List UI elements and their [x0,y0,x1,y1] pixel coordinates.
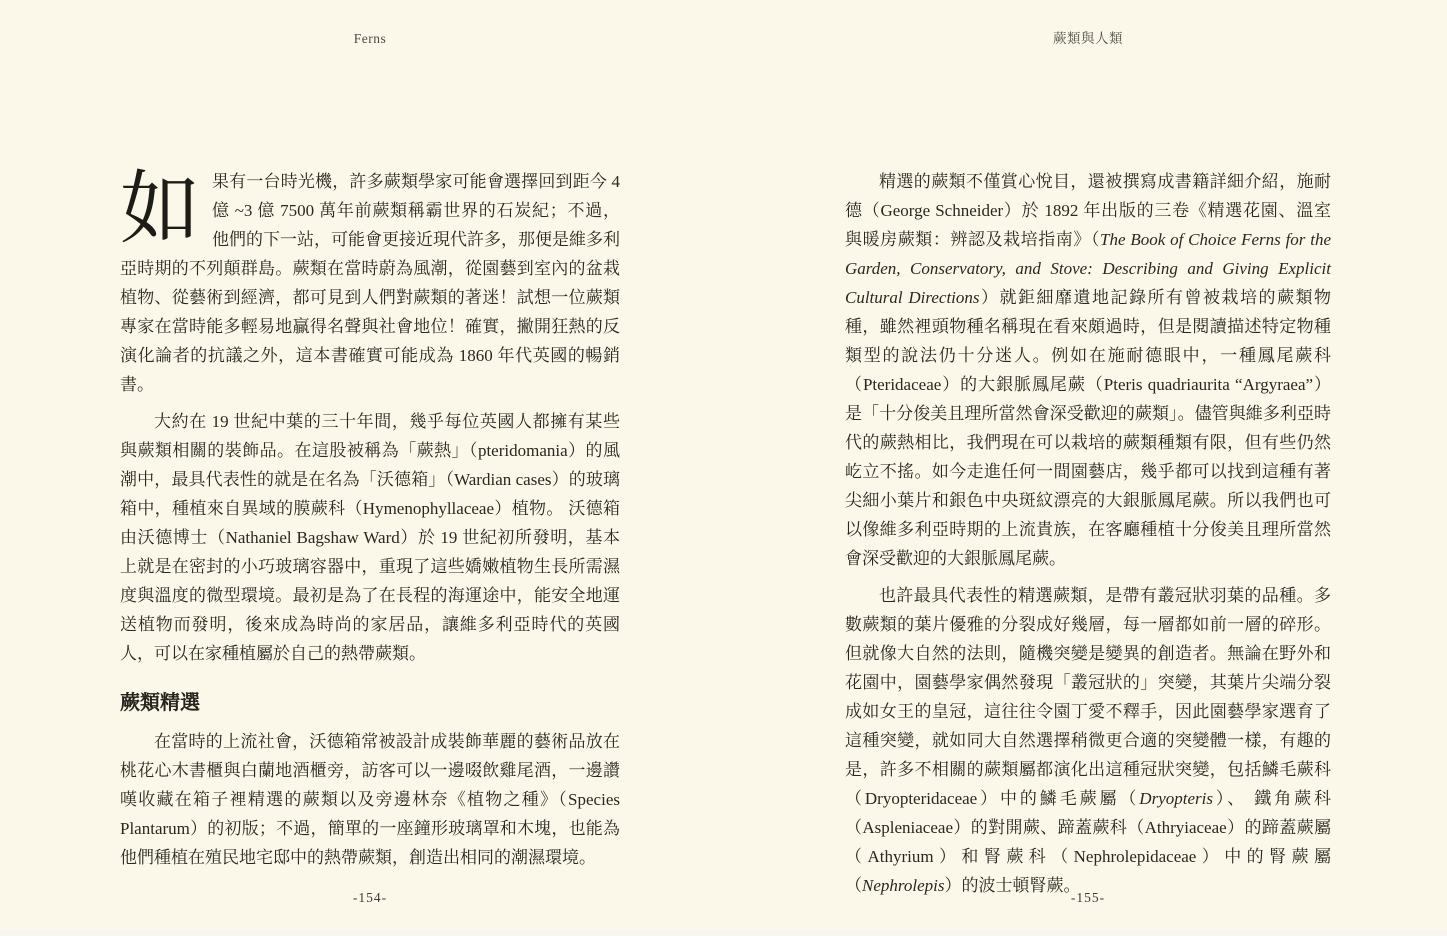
genus-name-dryopteris: Dryopteris [1139,789,1213,808]
section-heading: 蕨類精選 [120,692,200,714]
left-paragraph-1-text: 果有一台時光機，許多蕨類學家可能會選擇回到距今 4 億 ~3 億 7500 萬年前蕨類稱霸世界的石炭紀；不過，他們的下一站，可能會更接近現代許多，那便是維多利亞時期的不列顛群島。蕨類在當時蔚為風潮，從園藝到室內的盆栽植物、從藝術到經濟，都可見到人們對蕨類的著迷！試想一位蕨類專家在當時能多輕易地贏得名聲與社會地位！確實，撇開狂熱的反演化論者的抗議之外，這本書確實可能成為 1860 年代英國的暢銷書。 [120,172,620,394]
left-running-head: Ferns [353,31,387,46]
right-paragraph-2-seg3: ）、 鐵角蕨科（Aspleniaceae）的對開蕨、蹄蓋蕨科（Athryiaceae）的蹄蓋蕨屬（Athyrium）和腎蕨科（Nephrolepidaceae）中的腎蕨屬（ [845,789,1331,895]
right-running-head: 蕨類與人類 [1053,31,1123,46]
right-paragraph-1-seg3: ）就鉅細靡遺地記錄所有曾被栽培的蕨類物種，雖然裡頭物種名稱現在看來頗過時，但是閱讀描述特定物種類型的說法仍十分迷人。例如在施耐德眼中，一種鳳尾蕨科（Pteridaceae）的大銀脈鳳尾蕨（Pteris quadriaurita “Argyraea”） 是「十分俊美且理所當然會深受歡迎的蕨類」。儘管與維多利亞時代的蕨熱相比，我們現在可以栽培的蕨類種類有限，但有些仍然屹立不搖。如今走進任何一間園藝店，幾乎都可以找到這種有著尖細小葉片和銀色中央斑紋漂亮的大銀脈鳳尾蕨。所以我們也可以像維多利亞時期的上流貴族，在客廳種植十分俊美且理所當然會深受歡迎的大銀脈鳳尾蕨。 [845,288,1331,568]
right-paragraph-1-seg1: 精選的蕨類不僅賞心悅目，還被撰寫成書籍詳細介紹，施耐德（George Schneider）於 1892 年出版的三卷《精選花園、溫室與暖房蕨類：辨認及栽培指南》（ [845,172,1331,249]
book-title-english: The Book of Choice Ferns for the Garden, Conservatory, and Stove: Describing and Giving Explicit Cultural Directions [845,230,1331,307]
left-paragraph-3: 在當時的上流社會，沃德箱常被設計成裝飾華麗的藝術品放在桃花心木書櫃與白蘭地酒櫃旁，訪客可以一邊啜飲雞尾酒，一邊讚嘆收藏在箱子裡精選的蕨類以及旁邊林奈《植物之種》（Species Plantarum）的初版；不過，簡單的一座鐘形玻璃罩和木塊，也能為他們種植在殖民地宅邸中的熱帶蕨類，創造出相同的潮濕環境。 [120,732,620,867]
right-page-text-column [845,167,1331,908]
left-page-text-column [120,167,620,880]
page-bottom-edge [0,930,1447,936]
right-paragraph-2-seg1: 也許最具代表性的精選蕨類，是帶有叢冠狀羽葉的品種。多數蕨類的葉片優雅的分裂成好幾層，每一層都如前一層的碎形。但就像大自然的法則，隨機突變是變異的創造者。無論在野外和花園中，園藝學家偶然發現「叢冠狀的」突變，其葉片尖端分裂成如女王的皇冠，這往往令園丁愛不釋手，因此園藝學家選育了這種突變，就如同大自然選擇稍微更合適的突變體一樣，有趣的是，許多不相關的蕨類屬都演化出這種冠狀突變，包括鱗毛蕨科（Dryopteridaceae）中的鱗毛蕨屬（ [845,586,1331,808]
genus-name-nephrolepis: Nephrolepis [862,876,945,895]
right-paragraph-1 [845,167,1331,573]
right-page-number: -155- [1070,890,1106,905]
left-paragraph-2: 大約在 19 世紀中葉的三十年間，幾乎每位英國人都擁有某些與蕨類相關的裝飾品。在這股被稱為「蕨熱」（pteridomania）的風潮中，最具代表性的就是在名為「沃德箱」（Wardian cases）的玻璃箱中，種植來自異域的膜蕨科（Hymenophyllaceae）植物。 沃德箱由沃德博士（Nathaniel Bagshaw Ward）於 19 世紀初所發明，基本上就是在密封的小巧玻璃容器中，重現了這些嬌嫩植物生長所需濕度與溫度的微型環境。最初是為了在長程的海運途中，能安全地運送植物而發明，後來成為時尚的家居品，讓維多利亞時代的英國人，可以在家種植屬於自己的熱帶蕨類。 [120,412,620,663]
right-paragraph-2-seg5: ）的波士頓腎蕨。 [944,876,1081,895]
left-page-number: -154- [352,890,388,905]
drop-cap: 如 [120,166,200,254]
right-paragraph-2 [845,581,1331,900]
left-paragraph-1 [120,167,620,399]
